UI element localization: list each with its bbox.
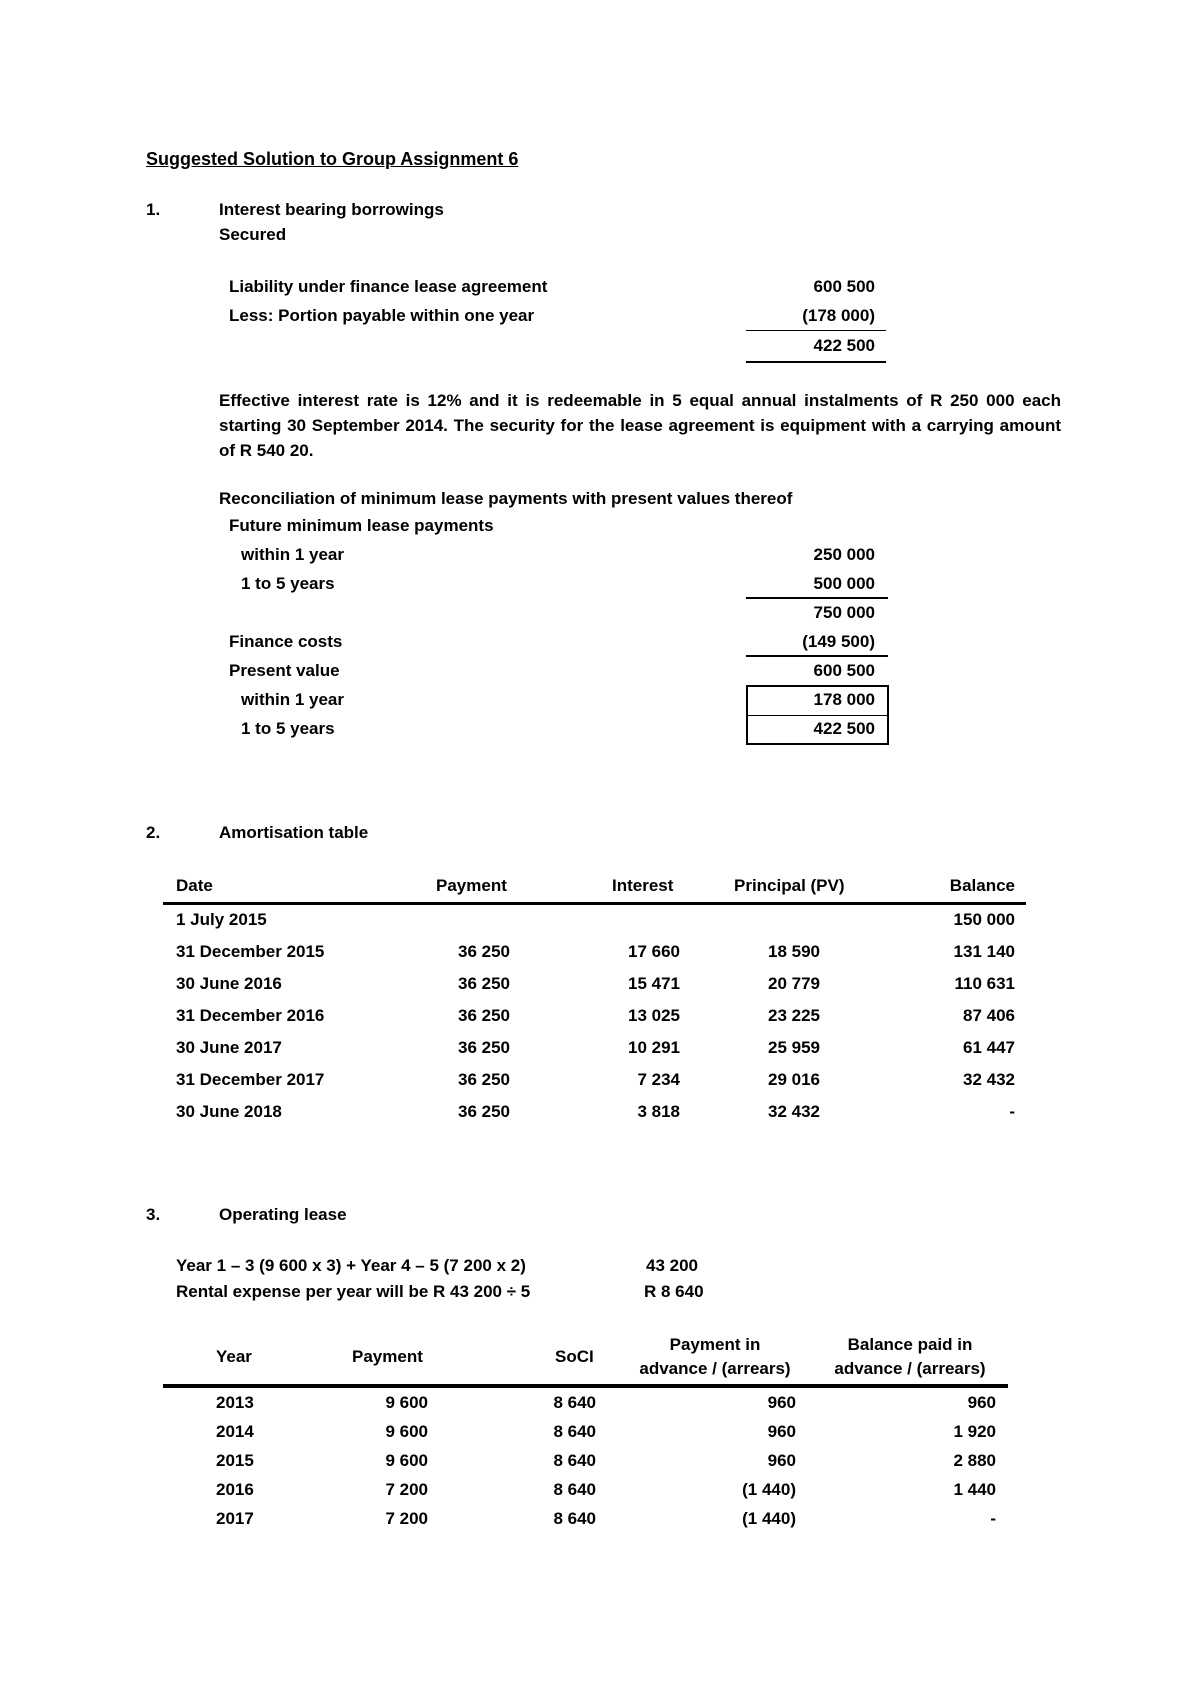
- amort-payment: 36 250: [458, 1070, 510, 1089]
- interest-paragraph: Effective interest rate is 12% and it is redeemable in 5 equal annual instalments of R 250 000 each starting 30 September 2014. The security for the lease agreement is equipment with a carrying amount of R 540 20.: [219, 391, 1061, 460]
- amort-balance: 87 406: [963, 1006, 1015, 1025]
- pv-1-to-5-label: 1 to 5 years: [241, 719, 335, 738]
- present-value-rule: [746, 655, 888, 657]
- op-soci: 8 640: [553, 1480, 596, 1499]
- op-soci: 8 640: [553, 1509, 596, 1528]
- op-year: 2013: [216, 1393, 254, 1412]
- amort-interest: 13 025: [628, 1006, 680, 1025]
- amort-date: 30 June 2018: [176, 1102, 282, 1121]
- op-year: 2017: [216, 1509, 254, 1528]
- future-1-to-5-value: 500 000: [813, 574, 875, 593]
- op-col-payment-in: Payment in: [669, 1335, 761, 1354]
- amort-header-rule: [163, 902, 1026, 905]
- page-title: Suggested Solution to Group Assignment 6: [146, 149, 519, 169]
- amort-interest: 7 234: [637, 1070, 680, 1089]
- present-value-box-divider: [746, 715, 889, 716]
- amort-payment: 36 250: [458, 1102, 510, 1121]
- pv-within-1-label: within 1 year: [241, 690, 344, 709]
- amort-principal: 29 016: [768, 1070, 820, 1089]
- amort-principal: 32 432: [768, 1102, 820, 1121]
- amort-payment: 36 250: [458, 942, 510, 961]
- future-payments-heading: Future minimum lease payments: [229, 516, 494, 535]
- section-3-heading: Operating lease: [219, 1205, 347, 1224]
- op-payment-in-advance: (1 440): [742, 1509, 796, 1528]
- amort-col-balance: Balance: [949, 876, 1015, 895]
- amort-date: 30 June 2016: [176, 974, 282, 993]
- op-payment: 9 600: [385, 1451, 428, 1470]
- reconciliation-heading: Reconciliation of minimum lease payments with present values thereof: [219, 489, 793, 508]
- op-payment-in-advance: (1 440): [742, 1480, 796, 1499]
- op-year: 2014: [216, 1422, 254, 1441]
- amort-balance: 150 000: [953, 910, 1015, 929]
- amort-balance: 110 631: [954, 974, 1015, 993]
- op-payment-in-advance: 960: [767, 1393, 796, 1412]
- op-header-rule: [163, 1384, 1008, 1388]
- future-total-value: 750 000: [813, 603, 875, 622]
- op-balance-paid: 960: [967, 1393, 996, 1412]
- section-1-number: 1.: [146, 200, 161, 219]
- calc2-value: R 8 640: [644, 1282, 704, 1301]
- future-subtotal-rule: [746, 597, 888, 599]
- op-payment: 9 600: [385, 1422, 428, 1441]
- amort-date: 31 December 2017: [176, 1070, 325, 1089]
- pv-1-to-5-value: 422 500: [813, 719, 875, 738]
- amort-interest: 10 291: [628, 1038, 680, 1057]
- section-2-number: 2.: [146, 823, 161, 842]
- op-payment: 7 200: [385, 1509, 428, 1528]
- amort-payment: 36 250: [458, 974, 510, 993]
- amort-payment: 36 250: [458, 1038, 510, 1057]
- op-balance-paid: 1 440: [953, 1480, 996, 1499]
- amort-principal: 20 779: [768, 974, 820, 993]
- total-rule: [746, 361, 886, 363]
- calc1-label: Year 1 – 3 (9 600 x 3) + Year 4 – 5 (7 200 x 2): [176, 1256, 526, 1275]
- net-liability-value: 422 500: [813, 336, 875, 355]
- op-soci: 8 640: [553, 1422, 596, 1441]
- op-soci: 8 640: [553, 1451, 596, 1470]
- amort-date: 31 December 2015: [176, 942, 325, 961]
- amort-principal: 23 225: [768, 1006, 820, 1025]
- amort-balance: 32 432: [963, 1070, 1015, 1089]
- amort-col-date: Date: [176, 876, 213, 895]
- section-1-subheading: Secured: [219, 225, 287, 244]
- op-balance-paid: 2 880: [953, 1451, 996, 1470]
- less-portion-value: (178 000): [802, 306, 875, 325]
- op-col-year: Year: [216, 1347, 252, 1366]
- amort-date: 1 July 2015: [176, 910, 267, 929]
- amort-balance: -: [1009, 1102, 1015, 1121]
- finance-costs-label: Finance costs: [229, 632, 343, 651]
- amort-balance: 131 140: [953, 942, 1015, 961]
- present-value-label: Present value: [229, 661, 340, 680]
- op-payment-in-advance: 960: [767, 1451, 796, 1470]
- amort-interest: 3 818: [637, 1102, 680, 1121]
- op-year: 2016: [216, 1480, 254, 1499]
- amort-date: 30 June 2017: [176, 1038, 282, 1057]
- op-year: 2015: [216, 1451, 254, 1470]
- op-col-payment: Payment: [352, 1347, 423, 1366]
- op-payment: 7 200: [385, 1480, 428, 1499]
- present-value-value: 600 500: [813, 661, 875, 680]
- op-col-payment-in-sub: advance / (arrears): [639, 1359, 791, 1378]
- op-soci: 8 640: [553, 1393, 596, 1412]
- amort-balance: 61 447: [963, 1038, 1015, 1057]
- op-balance-paid: 1 920: [953, 1422, 996, 1441]
- op-col-balance-sub: advance / (arrears): [834, 1359, 986, 1378]
- op-payment-in-advance: 960: [767, 1422, 796, 1441]
- future-within-1-label: within 1 year: [241, 545, 344, 564]
- amort-col-payment: Payment: [436, 876, 507, 895]
- op-balance-paid: -: [990, 1509, 996, 1528]
- section-3-number: 3.: [146, 1205, 161, 1224]
- amort-payment: 36 250: [458, 1006, 510, 1025]
- less-portion-label: Less: Portion payable within one year: [229, 306, 535, 325]
- amort-date: 31 December 2016: [176, 1006, 325, 1025]
- future-1-to-5-label: 1 to 5 years: [241, 574, 335, 593]
- amort-interest: 15 471: [628, 974, 680, 993]
- future-within-1-value: 250 000: [813, 545, 875, 564]
- subtotal-rule: [746, 330, 886, 331]
- op-payment: 9 600: [385, 1393, 428, 1412]
- liability-label: Liability under finance lease agreement: [229, 277, 548, 296]
- calc1-value: 43 200: [646, 1256, 698, 1275]
- op-col-soci: SoCI: [555, 1347, 594, 1366]
- amort-col-interest: Interest: [612, 876, 674, 895]
- amort-col-principal: Principal (PV): [734, 876, 845, 895]
- amort-principal: 25 959: [768, 1038, 820, 1057]
- calc2-label: Rental expense per year will be R 43 200 ÷ 5: [176, 1282, 531, 1301]
- amort-interest: 17 660: [628, 942, 680, 961]
- finance-costs-value: (149 500): [802, 632, 875, 651]
- amort-principal: 18 590: [768, 942, 820, 961]
- pv-within-1-value: 178 000: [813, 690, 875, 709]
- op-col-balance: Balance paid in: [847, 1335, 973, 1354]
- section-1-heading: Interest bearing borrowings: [219, 200, 444, 219]
- section-2-heading: Amortisation table: [219, 823, 369, 842]
- liability-value: 600 500: [813, 277, 875, 296]
